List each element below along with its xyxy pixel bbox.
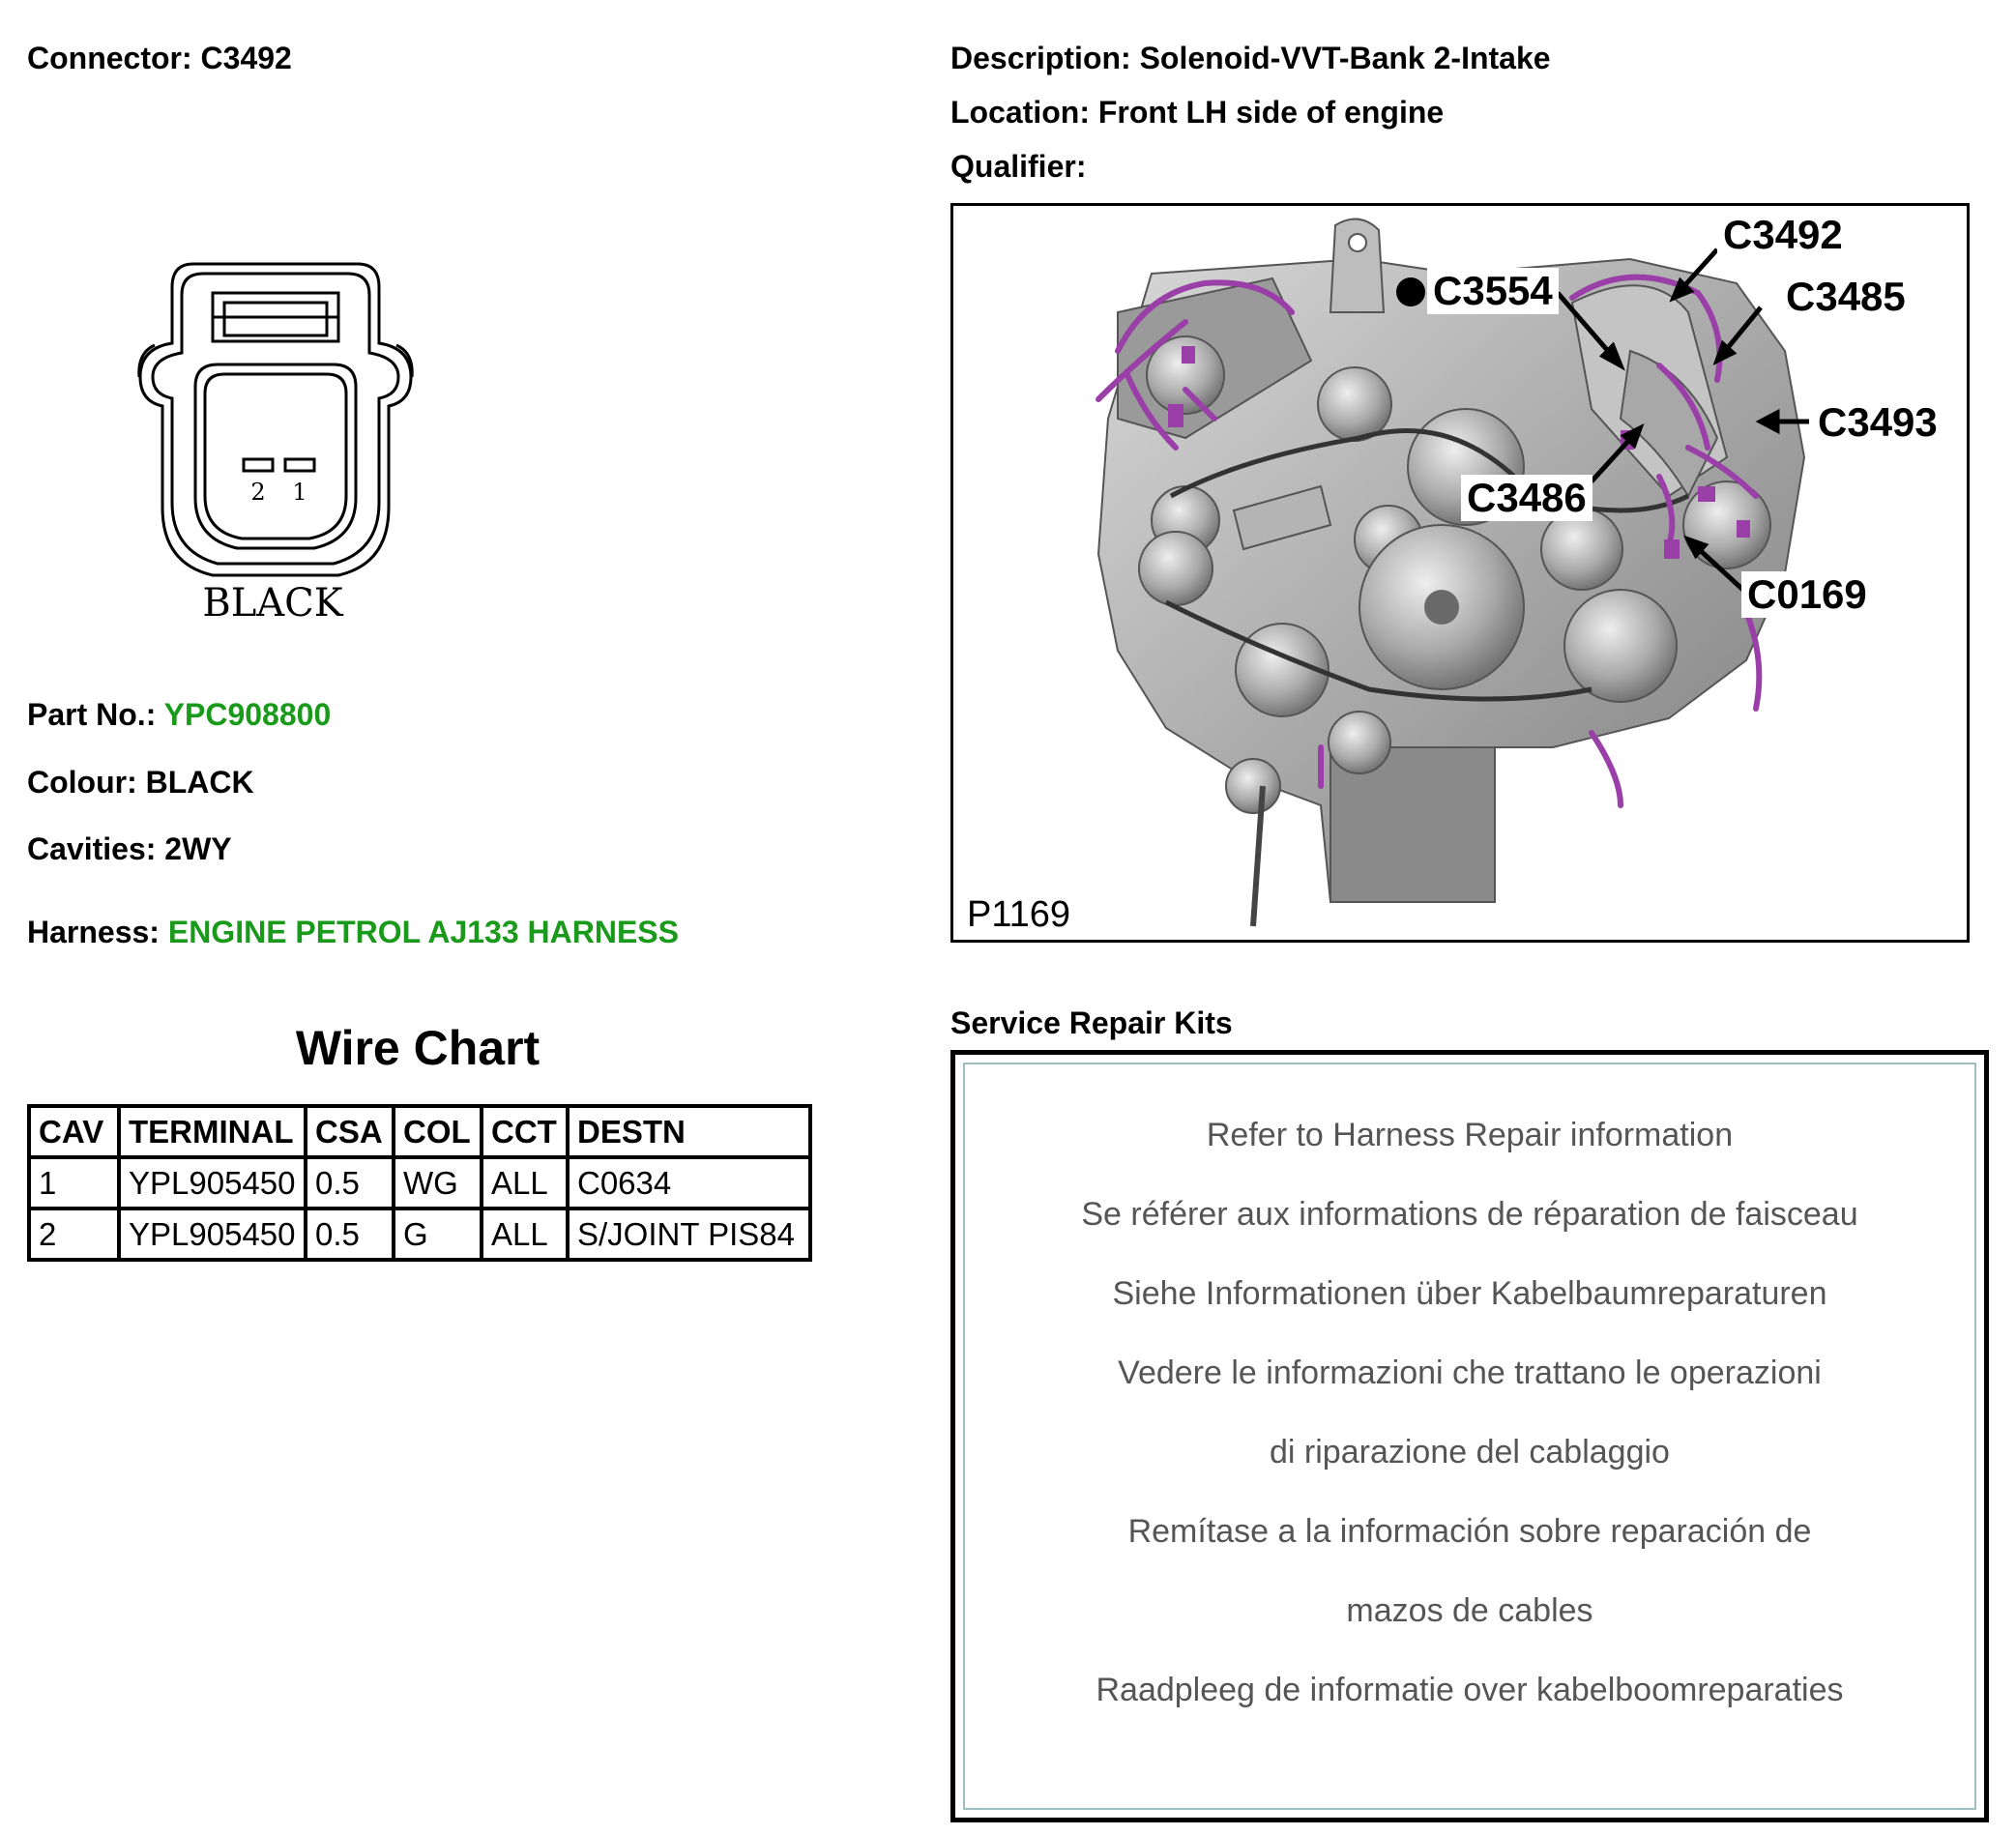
pin-label-2: 2: [250, 479, 266, 506]
wire-chart-title: Wire Chart: [295, 1021, 541, 1075]
table-row: [29, 1209, 810, 1260]
table-row: [29, 1157, 810, 1209]
cell-cct: ALL: [482, 1157, 568, 1209]
cavities-label: Cavities:: [27, 831, 157, 866]
cell-destn: S/JOINT PIS84: [568, 1209, 810, 1260]
kit-line-en: Refer to Harness Repair information: [1206, 1117, 1734, 1153]
header-csa: CSA: [306, 1106, 394, 1157]
service-repair-kits-title: Service Repair Kits: [950, 1005, 1233, 1040]
connector-face-drawing: [135, 256, 416, 628]
qualifier-field: [950, 149, 1086, 185]
cell-col: G: [394, 1209, 482, 1260]
cell-terminal: YPL905450: [119, 1209, 306, 1260]
figure-reference: P1169: [961, 894, 1076, 936]
kit-line-de: Siehe Informationen über Kabelbaumreparaturen: [1112, 1275, 1827, 1312]
harness-field: [27, 915, 679, 950]
connector-label: Connector:: [27, 41, 192, 75]
cell-cav: 1: [29, 1157, 119, 1209]
cell-csa: 0.5: [306, 1157, 394, 1209]
callout-c3493: C3493: [1812, 399, 1943, 446]
cavities-value: 2WY: [164, 831, 232, 866]
callout-c3485: C3485: [1780, 274, 1912, 320]
cell-cav: 2: [29, 1209, 119, 1260]
colour-field: [27, 765, 254, 801]
colour-value: BLACK: [145, 765, 254, 800]
location-value: Front LH side of engine: [1097, 95, 1445, 130]
kit-line-it-2: di riparazione del cablaggio: [1270, 1434, 1670, 1471]
description-field: [950, 41, 1551, 76]
cavities-field: [27, 831, 232, 867]
description-label: Description:: [950, 41, 1131, 75]
header-col: COL: [394, 1106, 482, 1157]
kit-line-nl: Raadpleeg de informatie over kabelboomreparaties: [1096, 1672, 1844, 1708]
header-cav: CAV: [29, 1106, 119, 1157]
harness-value: ENGINE PETROL AJ133 HARNESS: [167, 915, 679, 949]
cell-csa: 0.5: [306, 1209, 394, 1260]
location-field: [950, 95, 1444, 131]
callout-c0169: C0169: [1741, 571, 1873, 618]
service-repair-kits-box: [950, 1050, 1989, 1822]
connector-location-figure: [950, 203, 1970, 943]
connector-value: C3492: [200, 41, 292, 75]
header-terminal: TERMINAL: [119, 1106, 306, 1157]
kit-line-it-1: Vedere le informazioni che trattano le operazioni: [1118, 1354, 1822, 1391]
callout-c3492: C3492: [1717, 212, 1849, 258]
description-value: Solenoid-VVT-Bank 2-Intake: [1139, 41, 1551, 75]
kit-line-fr: Se référer aux informations de réparation de faisceau: [1081, 1196, 1858, 1233]
qualifier-label: Qualifier:: [950, 149, 1087, 184]
part-no-field: [27, 697, 331, 733]
wire-chart-header-row: [29, 1106, 810, 1157]
callout-c3486: C3486: [1461, 475, 1592, 521]
service-repair-kits-inner: [963, 1063, 1976, 1810]
cell-col: WG: [394, 1157, 482, 1209]
connector-colour-label: BLACK: [202, 581, 343, 626]
header-cct: CCT: [482, 1106, 568, 1157]
header-destn: DESTN: [568, 1106, 810, 1157]
cell-destn: C0634: [568, 1157, 810, 1209]
callout-c3554: C3554: [1427, 268, 1559, 314]
cell-terminal: YPL905450: [119, 1157, 306, 1209]
part-no-value: YPC908800: [163, 697, 332, 732]
location-label: Location:: [950, 95, 1090, 130]
kit-line-es-2: mazos de cables: [1346, 1592, 1593, 1629]
wire-chart-table: [27, 1104, 812, 1262]
cell-cct: ALL: [482, 1209, 568, 1260]
colour-label: Colour:: [27, 765, 137, 800]
harness-label: Harness:: [27, 915, 160, 949]
connector-field: [27, 41, 292, 76]
kit-line-es-1: Remítase a la información sobre reparación de: [1127, 1513, 1812, 1550]
pin-label-1: 1: [292, 479, 307, 506]
part-no-label: Part No.:: [27, 697, 157, 732]
